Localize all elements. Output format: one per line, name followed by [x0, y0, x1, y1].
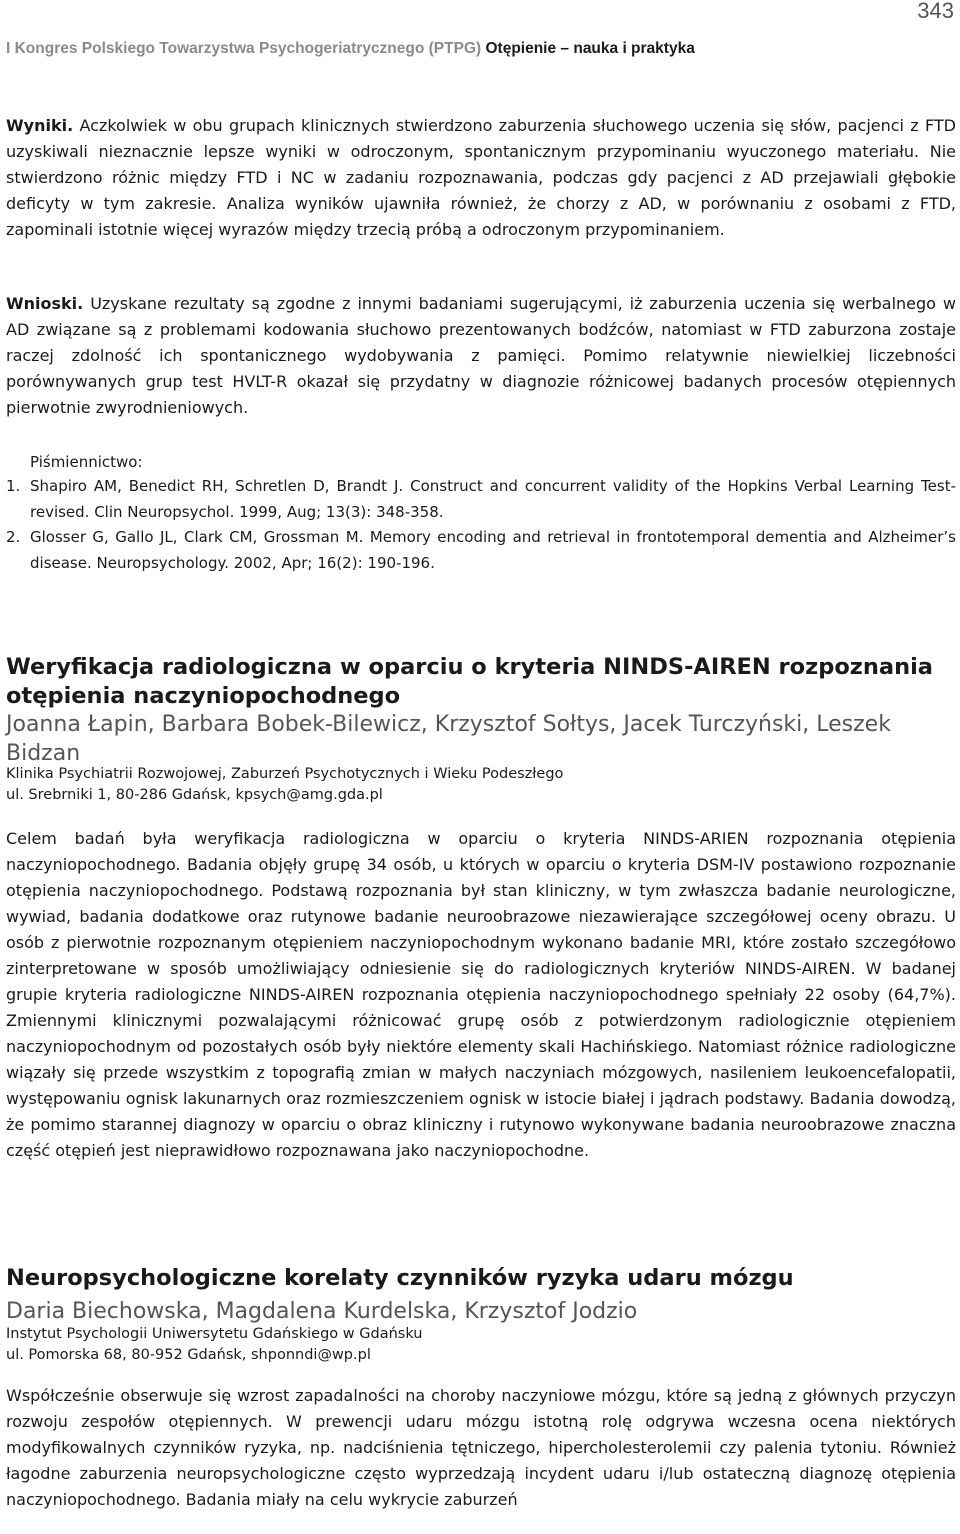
conclusions-paragraph [6, 291, 956, 421]
reference-text: Shapiro AM, Benedict RH, Schretlen D, Brandt J. Construct and concurrent validity of the Hopkins Verbal Learning Test-revised. Clin Neuropsychol. 1999, Aug; 13(3): 348-358. [30, 477, 956, 521]
conclusions-lead: Wnioski. [6, 294, 84, 313]
reference-number: 2. [6, 528, 21, 546]
running-header [6, 40, 954, 58]
conclusions-text: Uzyskane rezultaty są zgodne z innymi badaniami sugerującymi, iż zaburzenia uczenia się werbalnego w AD związane są z problemami kodowania słuchowo prezentowanych bodźców, natomiast w FTD zaburzona zostaje raczej zdolność ich spontanicznego wydobywania z pamięci. Pomimo relatywnie niewielkiej liczebności porównywanych grup test HVLT-R okazał się przydatny w diagnozie różnicowej badanych procesów otępiennych pierwotnie zwyrodnieniowych. [6, 294, 956, 417]
reference-number: 1. [6, 477, 21, 495]
article-abstract: Współcześnie obserwuje się wzrost zapadalności na choroby naczyniowe mózgu, które są jedną z głównych przyczyn rozwoju zespołów otępiennych. W prewencji udaru mózgu istotną rolę odgrywa wczesna ocena niektórych modyfikowalnych czynników ryzyka, np. nadciśnienia tętniczego, hipercholesterolemii czy palenia tytoniu. Również łagodne zaburzenia neuropsychologiczne często wyprzedzają incydent udaru i/lub ostateczną diagnozę otępienia naczyniopochodnego. Badania miały na celu wykrycie zaburzeń [6, 1386, 956, 1509]
results-lead: Wyniki. [6, 116, 74, 135]
article-authors: Daria Biechowska, Magdalena Kurdelska, Krzysztof Jodzio [6, 1299, 638, 1324]
references-heading: Piśmiennictwo: [30, 453, 143, 471]
article-address: ul. Srebrniki 1, 80-286 Gdańsk, kpsych@amg.gda.pl [6, 787, 383, 803]
article-affiliation: Instytut Psychologii Uniwersytetu Gdańskiego w Gdańsku [6, 1326, 423, 1342]
conference-name: I Kongres Polskiego Towarzystwa Psychogeriatrycznego (PTPG) [6, 40, 482, 57]
article-affiliation: Klinika Psychiatrii Rozwojowej, Zaburzeń Psychotycznych i Wieku Podeszłego [6, 766, 564, 782]
article-title: Neuropsychologiczne korelaty czynników ryzyka udaru mózgu [6, 1265, 794, 1291]
references-list [6, 474, 956, 576]
article-address: ul. Pomorska 68, 80-952 Gdańsk, shponndi@wp.pl [6, 1347, 371, 1363]
reference-item [6, 474, 956, 525]
page-number: 343 [917, 0, 954, 23]
results-text: Aczkolwiek w obu grupach klinicznych stwierdzono zaburzenia słuchowego uczenia się słów, pacjenci z FTD uzyskiwali nieznacznie lepsze wyniki w odroczonym, spontanicznym przypominaniu wyuczonego materiału. Nie stwierdzono różnic między FTD i NC w zadaniu rozpoznawania, podczas gdy pacjenci z AD przejawiali głębokie deficyty w tym zakresie. Analiza wyników ujawniła również, że chorzy z AD, w porównaniu z osobami z FTD, zapominali istotnie więcej wyrazów między trzecią próbą a odroczonym przypominaniem. [6, 116, 957, 239]
results-paragraph [6, 113, 956, 243]
reference-item [6, 525, 956, 576]
article-authors: Joanna Łapin, Barbara Bobek-Bilewicz, Krzysztof Sołtys, Jacek Turczyński, Leszek Bidzan [6, 712, 891, 766]
reference-text: Glosser G, Gallo JL, Clark CM, Grossman M. Memory encoding and retrieval in frontotemporal dementia and Alzheimer’s disease. Neuropsychology. 2002, Apr; 16(2): 190-196. [30, 528, 956, 572]
conference-subtitle: Otępienie – nauka i praktyka [485, 40, 695, 57]
article-title: Weryfikacja radiologiczna w oparciu o kryteria NINDS-AIREN rozpoznania otępienia naczyniopochodnego [6, 654, 933, 709]
article-abstract: Celem badań była weryfikacja radiologiczna w oparciu o kryteria NINDS-ARIEN rozpoznania otępienia naczyniopochodnego. Badania objęły grupę 34 osób, u których w oparciu o kryteria DSM-IV postawiono rozpoznanie otępienia naczyniopochodnego. Podstawą rozpoznania był stan kliniczny, w tym zwłaszcza badanie neurologiczne, wywiad, badania dodatkowe oraz rutynowe badanie neuroobrazowe niezawierające szczegółowej oceny obrazu. U osób z pierwotnie rozpoznanym otępieniem naczyniopochodnym wykonano badanie MRI, które zostało szczegółowo zinterpretowane w sposób umożliwiający odniesienie się do radiologicznych kryteriów NINDS-AIREN. W badanej grupie kryteria radiologiczne NINDS-AIREN rozpoznania otępienia naczyniopochodnego spełniały 22 osoby (64,7%). Zmiennymi klinicznymi pozwalającymi różnicować grupę osób z potwierdzonym radiologicznie otępieniem naczyniopochodnym od pozostałych osób były niektóre elementy skali Hachińskiego. Natomiast różnice radiologiczne wiązały się przede wszystkim z topografią zmian w małych naczyniach mózgowych, nasileniem leukoencefalopatii, występowaniu ognisk lakunarnych oraz rozmieszczeniem ognisk w istocie białej i jądrach podstawy. Badania dowodzą, że pomimo starannej diagnozy w oparciu o obraz kliniczny i rutynowo wykonywane badania neuroobrazowe znaczna część otępień jest nieprawidłowo rozpoznawana jako naczyniopochodne. [6, 829, 956, 1160]
